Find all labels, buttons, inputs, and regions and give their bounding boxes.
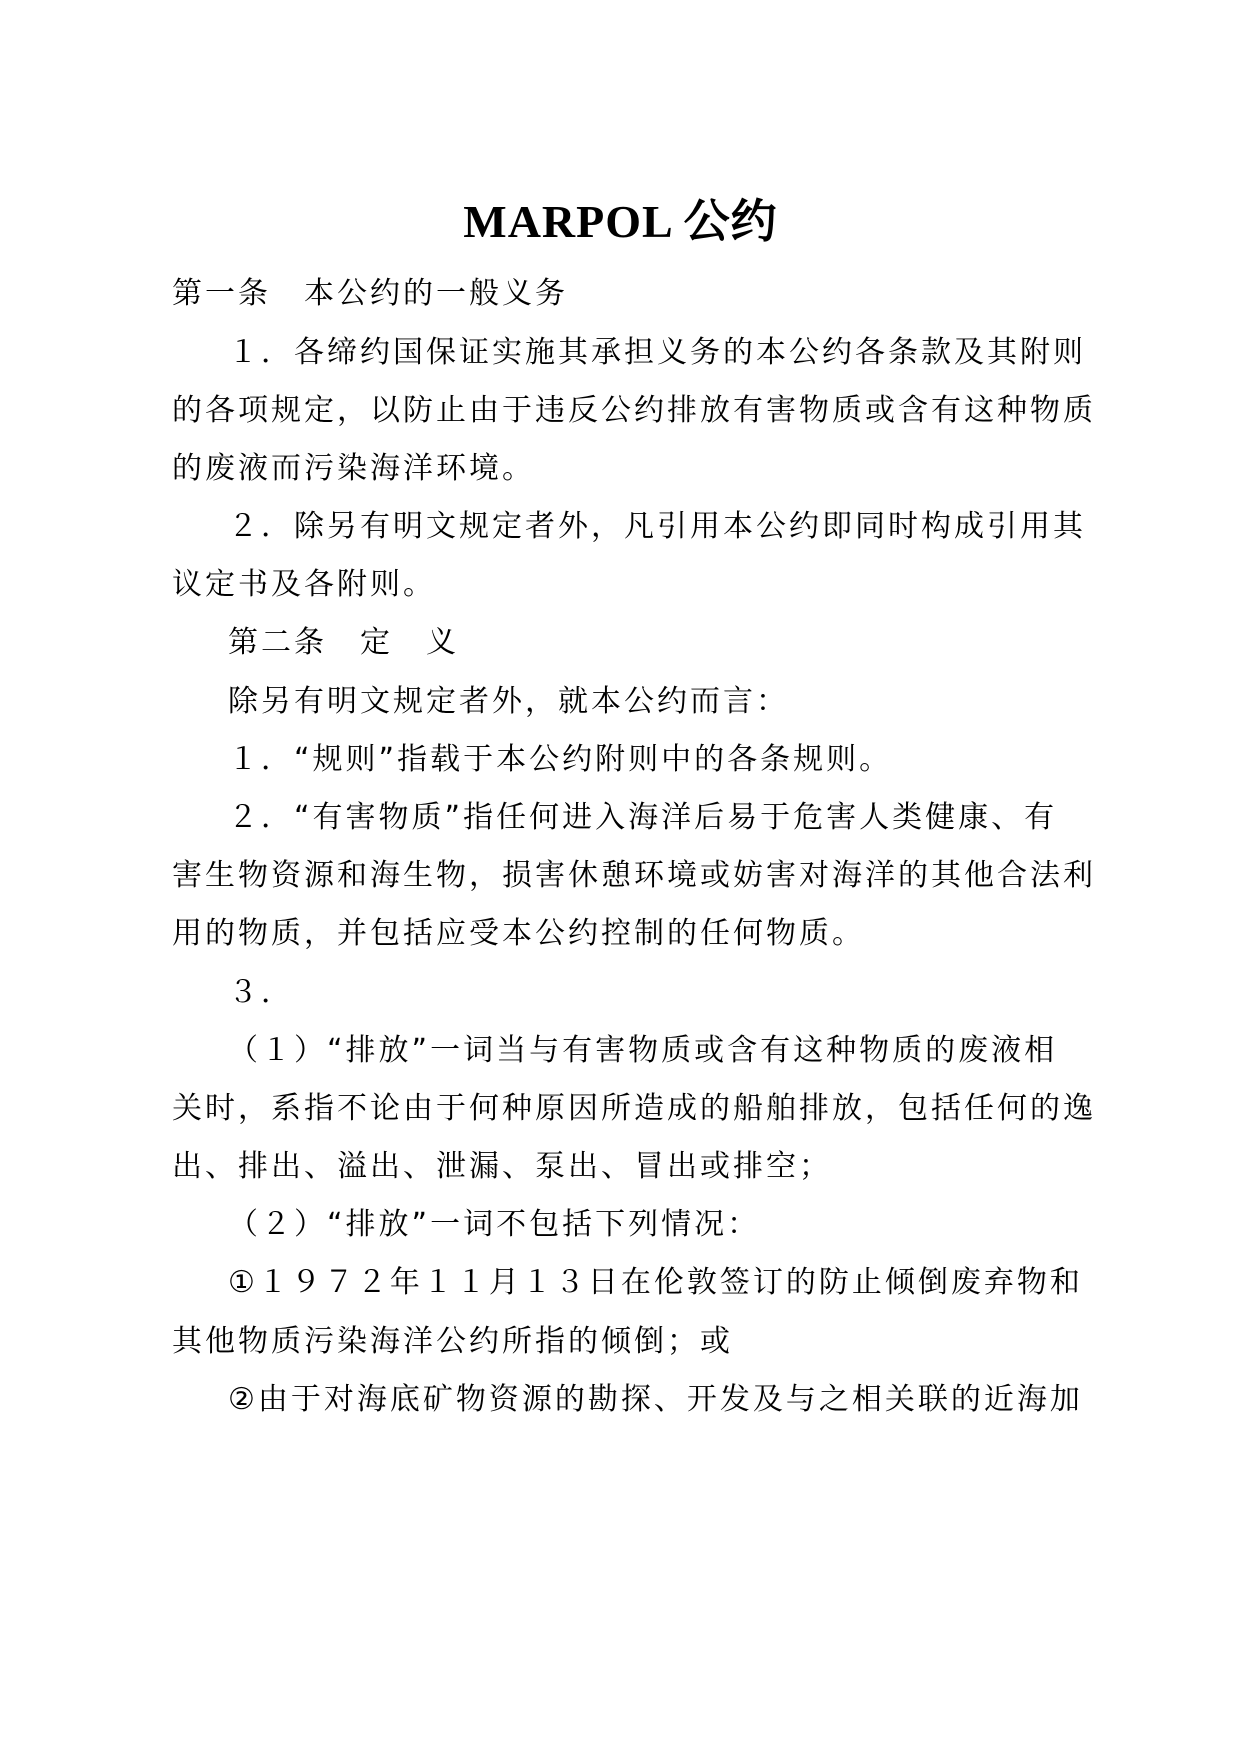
article-2-heading: 第二条 定 义 (228, 625, 459, 660)
paragraph-line: 议定书及各附则。 (172, 567, 436, 602)
paragraph-line: １．各缔约国保证实施其承担义务的本公约各条款及其附则 (228, 335, 1086, 370)
paragraph-line: ３． (228, 975, 294, 1010)
paragraph-line: 除另有明文规定者外，就本公约而言： (228, 684, 789, 719)
paragraph-line: 用的物质，并包括应受本公约控制的任何物质。 (172, 916, 865, 951)
paragraph-line: ２．除另有明文规定者外，凡引用本公约即同时构成引用其 (228, 509, 1086, 544)
document-title: MARPOL 公约 (463, 196, 778, 247)
paragraph-line: ①１９７２年１１月１３日在伦敦签订的防止倾倒废弃物和 (228, 1265, 1083, 1300)
paragraph-line: １．“规则”指载于本公约附则中的各条规则。 (228, 742, 893, 777)
paragraph-line: ②由于对海底矿物资源的勘探、开发及与之相关联的近海加 (228, 1382, 1083, 1417)
paragraph-line: 的各项规定，以防止由于违反公约排放有害物质或含有这种物质 (172, 393, 1096, 428)
paragraph-line: 害生物资源和海生物，损害休憩环境或妨害对海洋的其他合法利 (172, 858, 1096, 893)
paragraph-line: 关时，系指不论由于何种原因所造成的船舶排放，包括任何的逸 (172, 1091, 1096, 1126)
paragraph-line: （２）“排放”一词不包括下列情况： (228, 1207, 761, 1242)
paragraph-line: ２．“有害物质”指任何进入海洋后易于危害人类健康、有 (228, 800, 1058, 835)
paragraph-line: 其他物质污染海洋公约所指的倾倒；或 (172, 1324, 733, 1359)
paragraph-line: 出、排出、溢出、泄漏、泵出、冒出或排空； (172, 1149, 832, 1184)
paragraph-line: 的废液而污染海洋环境。 (172, 451, 535, 486)
article-1-heading: 第一条 本公约的一般义务 (172, 276, 568, 311)
paragraph-line: （１）“排放”一词当与有害物质或含有这种物质的废液相 (228, 1033, 1058, 1068)
